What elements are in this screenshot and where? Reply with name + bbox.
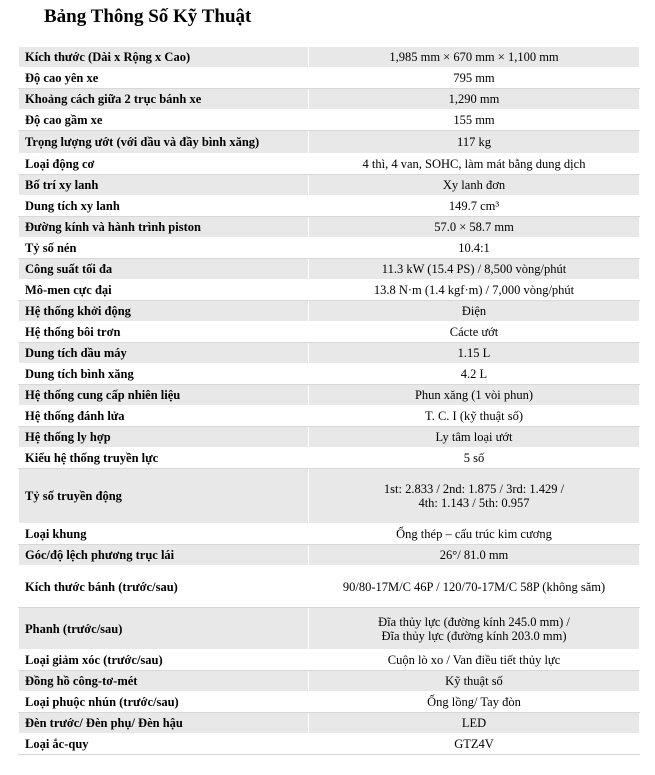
spec-label: Kích thước (Dài x Rộng x Cao) [19, 47, 309, 68]
spec-row [19, 545, 640, 566]
spec-row [19, 469, 640, 524]
spec-value [309, 469, 640, 524]
spec-row [19, 280, 640, 301]
spec-row [19, 427, 640, 448]
spec-value-line: 795 mm [453, 71, 495, 85]
spec-row [19, 671, 640, 692]
spec-row [19, 524, 640, 545]
spec-value [309, 259, 640, 280]
spec-value [309, 301, 640, 322]
spec-value [309, 196, 640, 217]
page-title: Bảng Thông Số Kỹ Thuật [44, 6, 252, 27]
spec-row [19, 217, 640, 238]
spec-row [19, 47, 640, 68]
spec-label: Mô-men cực đại [19, 280, 309, 301]
spec-value-line: Ống lồng/ Tay đòn [427, 695, 521, 709]
spec-value-line: 10.4:1 [458, 241, 490, 255]
spec-row [19, 406, 640, 427]
spec-row [19, 692, 640, 713]
spec-value-line: 4.2 L [460, 367, 488, 381]
spec-label: Hệ thống đánh lửa [19, 406, 309, 427]
spec-value-line: 57.0 × 58.7 mm [434, 220, 514, 234]
spec-row [19, 238, 640, 259]
spec-value-line: 11.3 kW (15.4 PS) / 8,500 vòng/phút [381, 262, 567, 276]
spec-label: Loại ắc-quy [19, 734, 309, 755]
spec-row [19, 196, 640, 217]
spec-label: Đồng hồ công-tơ-mét [19, 671, 309, 692]
spec-row [19, 110, 640, 131]
spec-value [309, 448, 640, 469]
spec-value-line: LED [461, 716, 487, 730]
spec-label: Đường kính và hành trình piston [19, 217, 309, 238]
spec-value [309, 217, 640, 238]
spec-label: Loại khung [19, 524, 309, 545]
spec-label: Dung tích bình xăng [19, 364, 309, 385]
spec-label: Khoảng cách giữa 2 trục bánh xe [19, 89, 309, 110]
spec-value [309, 131, 640, 154]
spec-row [19, 259, 640, 280]
spec-value-line: Xy lanh đơn [442, 178, 506, 192]
spec-label: Dung tích xy lanh [19, 196, 309, 217]
spec-label: Hệ thống bôi trơn [19, 322, 309, 343]
spec-value [309, 280, 640, 301]
spec-value [309, 154, 640, 175]
spec-row [19, 131, 640, 154]
spec-value-line: 4th: 1.143 / 5th: 0.957 [418, 496, 530, 510]
spec-value [309, 322, 640, 343]
spec-value [309, 175, 640, 196]
spec-row [19, 364, 640, 385]
spec-label: Góc/độ lệch phương trục lái [19, 545, 309, 566]
spec-row [19, 734, 640, 755]
spec-row [19, 713, 640, 734]
spec-value-line: 13.8 N·m (1.4 kgf·m) / 7,000 vòng/phút [373, 283, 575, 297]
spec-value-line: 26°/ 81.0 mm [439, 548, 509, 562]
spec-value-line: 155 mm [453, 113, 495, 127]
spec-value-line: 149.7 cm³ [448, 199, 500, 213]
spec-label: Kiểu hệ thống truyền lực [19, 448, 309, 469]
spec-value [309, 68, 640, 89]
spec-row [19, 448, 640, 469]
spec-row [19, 175, 640, 196]
spec-row [19, 343, 640, 364]
spec-value [309, 238, 640, 259]
spec-label: Đèn trước/ Đèn phụ/ Đèn hậu [19, 713, 309, 734]
spec-row [19, 89, 640, 110]
spec-value [309, 47, 640, 68]
spec-value-line: Đĩa thủy lực (đường kính 203.0 mm) [381, 628, 567, 643]
spec-row [19, 322, 640, 343]
spec-value [309, 89, 640, 110]
spec-label: Phanh (trước/sau) [19, 608, 309, 650]
spec-label: Hệ thống ly hợp [19, 427, 309, 448]
spec-value-line: 4 thì, 4 van, SOHC, làm mát bằng dung dịch [362, 157, 586, 171]
spec-value [309, 406, 640, 427]
spec-row [19, 566, 640, 608]
spec-value-line: GTZ4V [454, 737, 494, 751]
spec-value-line: Ly tâm loại ướt [435, 430, 513, 444]
spec-row [19, 608, 640, 650]
spec-label: Bố trí xy lanh [19, 175, 309, 196]
spec-value [309, 734, 640, 755]
spec-label: Loại giảm xóc (trước/sau) [19, 650, 309, 671]
spec-value [309, 343, 640, 364]
spec-value-line: Đĩa thủy lực (đường kính 245.0 mm) / [378, 614, 570, 629]
spec-value-line: Cácte ướt [449, 325, 499, 339]
spec-value-line: 90/80-17M/C 46P / 120/70-17M/C 58P (không săm) [342, 579, 606, 594]
spec-label: Loại động cơ [19, 154, 309, 175]
spec-row [19, 154, 640, 175]
spec-value [309, 545, 640, 566]
spec-value-line: Phun xăng (1 vòi phun) [414, 388, 534, 402]
spec-row [19, 650, 640, 671]
spec-value-line: 117 kg [457, 135, 491, 149]
spec-value [309, 364, 640, 385]
spec-value-line: 1st: 2.833 / 2nd: 1.875 / 3rd: 1.429 / [383, 482, 565, 496]
spec-value [309, 671, 640, 692]
spec-value-line: 1,985 mm × 670 mm × 1,100 mm [389, 50, 559, 64]
spec-value [309, 427, 640, 448]
spec-value-line: 1,290 mm [448, 92, 500, 106]
spec-row [19, 68, 640, 89]
spec-value [309, 566, 640, 608]
spec-value-line: Điện [461, 304, 487, 318]
spec-value-line: Cuộn lò xo / Van điều tiết thủy lực [387, 653, 561, 667]
spec-value-line: 1.15 L [457, 346, 491, 360]
spec-value [309, 110, 640, 131]
spec-value [309, 713, 640, 734]
spec-label: Công suất tối đa [19, 259, 309, 280]
spec-value [309, 608, 640, 650]
spec-label: Kích thước bánh (trước/sau) [19, 566, 309, 608]
spec-label: Hệ thống khởi động [19, 301, 309, 322]
spec-value-line: Kỹ thuật số [445, 674, 503, 688]
spec-label: Dung tích dầu máy [19, 343, 309, 364]
spec-value-line: T. C. I (kỹ thuật số) [424, 409, 524, 423]
spec-value [309, 692, 640, 713]
spec-label: Hệ thống cung cấp nhiên liệu [19, 385, 309, 406]
spec-row [19, 385, 640, 406]
spec-value [309, 524, 640, 545]
spec-value-line: 5 số [463, 451, 485, 465]
spec-label: Loại phuộc nhún (trước/sau) [19, 692, 309, 713]
spec-label: Trọng lượng ướt (với dầu và đầy bình xăng) [19, 131, 309, 154]
spec-value [309, 650, 640, 671]
spec-label: Tỷ số truyền động [19, 469, 309, 524]
spec-table-body [19, 47, 640, 755]
spec-label: Độ cao gầm xe [19, 110, 309, 131]
spec-value-line: Ống thép – cấu trúc kim cương [396, 527, 552, 541]
spec-row [19, 301, 640, 322]
spec-label: Tỷ số nén [19, 238, 309, 259]
spec-label: Độ cao yên xe [19, 68, 309, 89]
spec-value [309, 385, 640, 406]
spec-table [18, 46, 640, 755]
